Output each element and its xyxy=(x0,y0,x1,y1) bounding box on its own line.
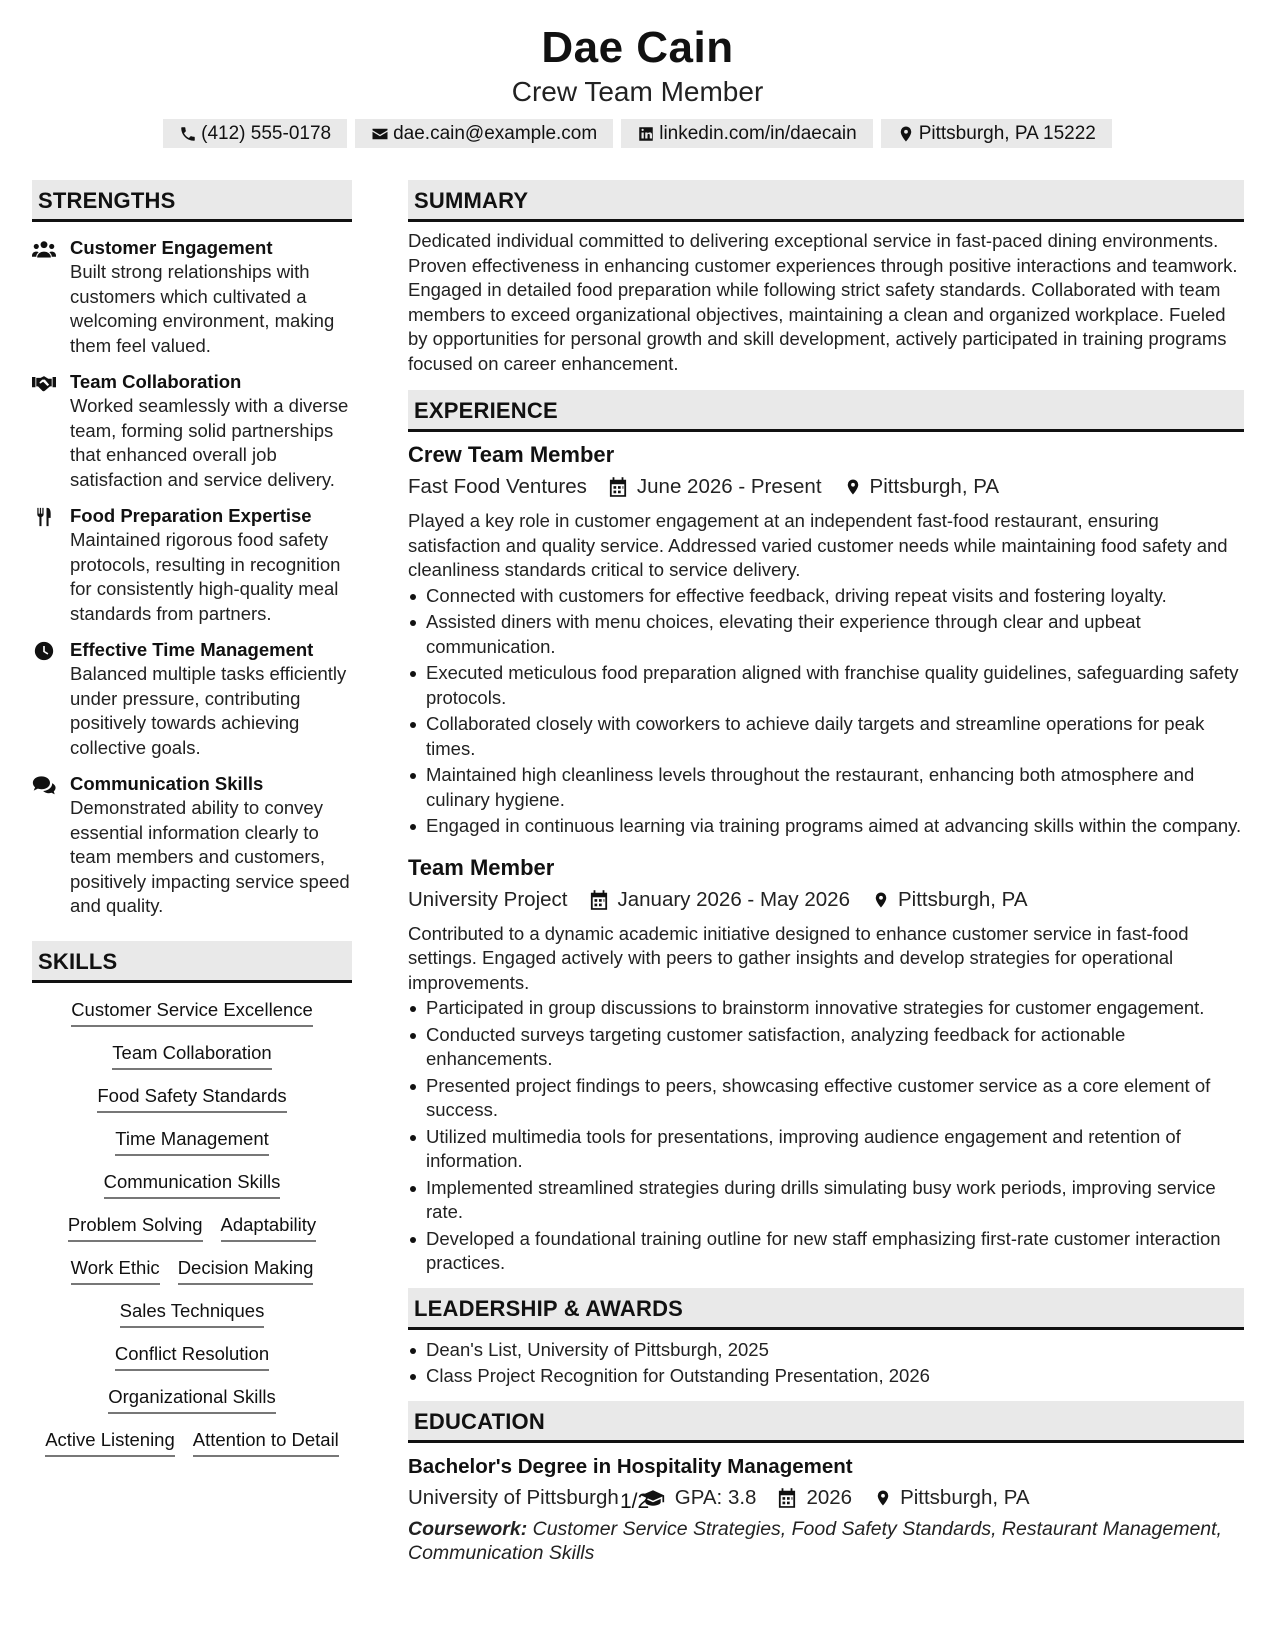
awards-heading: LEADERSHIP & AWARDS xyxy=(408,1288,1244,1330)
users-icon xyxy=(32,239,56,259)
strength-title: Food Preparation Expertise xyxy=(70,505,312,526)
calendar-icon xyxy=(609,477,627,497)
map-pin-icon xyxy=(872,890,890,910)
calendar-icon xyxy=(778,1488,796,1508)
list-item: Participated in group discussions to brainstorm innovative strategies for customer engagement. xyxy=(408,996,1244,1021)
comments-icon xyxy=(32,775,56,795)
skill-tag: Active Listening xyxy=(45,1427,175,1457)
strength-item xyxy=(32,370,352,492)
list-item: Developed a foundational training outline for new staff emphasizing first-rate customer interaction practices. xyxy=(408,1227,1244,1276)
coursework-text: Customer Service Strategies, Food Safety Standards, Restaurant Management, Communication Skills xyxy=(408,1517,1222,1564)
map-pin-icon xyxy=(874,1488,892,1508)
coursework-label: Coursework: xyxy=(408,1517,528,1540)
list-item: Dean's List, University of Pittsburgh, 2025 xyxy=(408,1338,1244,1363)
list-item: Collaborated closely with coworkers to achieve daily targets and streamline operations for peak times. xyxy=(408,712,1244,761)
skill-tag: Food Safety Standards xyxy=(97,1083,286,1113)
contact-email[interactable] xyxy=(355,119,613,148)
job-bullets xyxy=(408,584,1244,839)
candidate-name: Dae Cain xyxy=(541,23,734,72)
strengths-heading: STRENGTHS xyxy=(32,180,352,222)
coursework xyxy=(408,1517,1244,1566)
contact-email-text: dae.cain@example.com xyxy=(393,123,598,144)
phone-icon xyxy=(179,125,197,143)
job-dates: June 2026 - Present xyxy=(636,475,822,498)
strength-title: Customer Engagement xyxy=(70,237,273,258)
list-item: Executed meticulous food preparation aligned with franchise quality guidelines, safeguarding safety protocols. xyxy=(408,661,1244,710)
summary-heading: SUMMARY xyxy=(408,180,1244,222)
skill-tag: Team Collaboration xyxy=(112,1040,271,1070)
strength-title: Effective Time Management xyxy=(70,639,314,660)
contact-bar xyxy=(0,119,1275,148)
skill-tag: Decision Making xyxy=(178,1255,314,1285)
skill-tag: Conflict Resolution xyxy=(115,1341,269,1371)
job-bullets xyxy=(408,996,1244,1276)
skill-tag: Attention to Detail xyxy=(193,1427,339,1457)
calendar-icon xyxy=(590,890,608,910)
degree-title: Bachelor's Degree in Hospitality Management xyxy=(408,1454,853,1478)
contact-linkedin-text: linkedin.com/in/daecain xyxy=(659,123,857,144)
experience-heading: EXPERIENCE xyxy=(408,390,1244,432)
strength-desc: Demonstrated ability to convey essential information clearly to team members and customers, positively impacting service speed and quality. xyxy=(70,797,350,916)
strength-item xyxy=(32,236,352,358)
education-meta xyxy=(408,1483,1244,1513)
list-item: Conducted surveys targeting customer satisfaction, analyzing feedback for actionable enhancements. xyxy=(408,1023,1244,1072)
education-heading: EDUCATION xyxy=(408,1401,1244,1443)
map-pin-icon xyxy=(844,477,862,497)
strength-desc: Balanced multiple tasks efficiently under pressure, contributing positively towards achieving collective goals. xyxy=(70,663,347,758)
job-company: Fast Food Ventures xyxy=(408,475,587,498)
strength-title: Team Collaboration xyxy=(70,371,242,392)
map-pin-icon xyxy=(897,125,915,143)
contact-phone[interactable] xyxy=(163,119,347,148)
skill-tag: Adaptability xyxy=(221,1212,317,1242)
awards-list xyxy=(408,1338,1244,1389)
contact-linkedin[interactable] xyxy=(621,119,873,148)
strength-desc: Built strong relationships with customers which cultivated a welcoming environment, making them feel valued. xyxy=(70,261,335,356)
skill-tag: Problem Solving xyxy=(68,1212,203,1242)
job-meta xyxy=(408,472,1244,502)
list-item: Implemented streamlined strategies during drills simulating busy work periods, improving service rate. xyxy=(408,1176,1244,1225)
strength-item xyxy=(32,772,352,919)
skill-tag: Communication Skills xyxy=(104,1169,281,1199)
job-entry xyxy=(408,440,1244,839)
job-company: University Project xyxy=(408,887,568,911)
linkedin-icon xyxy=(637,125,655,143)
page-number: 1/2 xyxy=(620,1490,650,1513)
job-description: Contributed to a dynamic academic initiative designed to enhance customer service in fast-food settings. Engaged actively with peers to gather insights and develop strategies for operational improvements. xyxy=(408,922,1189,993)
strength-desc: Worked seamlessly with a diverse team, forming solid partnerships that enhanced overall job satisfaction and service delivery. xyxy=(70,395,349,490)
education-location: Pittsburgh, PA xyxy=(900,1485,1030,1509)
contact-location-text: Pittsburgh, PA 15222 xyxy=(918,123,1096,144)
candidate-title: Crew Team Member xyxy=(511,76,764,107)
list-item: Class Project Recognition for Outstanding Presentation, 2026 xyxy=(408,1364,1244,1389)
left-column xyxy=(32,180,352,1470)
handshake-icon xyxy=(32,373,56,393)
skills-heading: SKILLS xyxy=(32,941,352,983)
skill-tag: Customer Service Excellence xyxy=(71,997,313,1027)
skills-list xyxy=(32,997,352,1457)
job-location: Pittsburgh, PA xyxy=(869,475,1000,498)
strength-desc: Maintained rigorous food safety protocols, resulting in recognition for consistently high-quality meal standards from partners. xyxy=(70,529,341,624)
job-dates: January 2026 - May 2026 xyxy=(617,887,850,911)
skill-tag: Sales Techniques xyxy=(120,1298,265,1328)
strength-title: Communication Skills xyxy=(70,773,264,794)
list-item: Presented project findings to peers, showcasing effective customer service as a core element of success. xyxy=(408,1074,1244,1123)
utensils-icon xyxy=(32,507,56,527)
graduation-year: 2026 xyxy=(806,1485,853,1509)
school-name: University of Pittsburgh xyxy=(408,1485,619,1509)
strength-item xyxy=(32,638,352,760)
list-item: Maintained high cleanliness levels throughout the restaurant, enhancing both atmosphere and culinary hygiene. xyxy=(408,763,1244,812)
skill-tag: Time Management xyxy=(115,1126,269,1156)
job-title: Team Member xyxy=(408,854,555,880)
gpa: GPA: 3.8 xyxy=(674,1485,757,1509)
list-item: Utilized multimedia tools for presentations, improving audience engagement and retention of information. xyxy=(408,1125,1244,1174)
list-item: Assisted diners with menu choices, elevating their experience through clear and upbeat communication. xyxy=(408,610,1244,659)
job-location: Pittsburgh, PA xyxy=(897,887,1028,911)
contact-phone-text: (412) 555-0178 xyxy=(201,123,332,144)
strength-item xyxy=(32,504,352,626)
job-title: Crew Team Member xyxy=(408,442,615,467)
envelope-icon xyxy=(371,125,389,143)
skill-tag: Work Ethic xyxy=(71,1255,160,1285)
summary-text: Dedicated individual committed to delivering exceptional service in fast-paced dining environments. Proven effectiveness in enhancing customer experiences through positive interactions and teamwork. Engaged in detailed food preparation while following strict safety standards. Collaborated with team members to exceed organizational objectives, maintaining a clean and organized workplace. Fueled by opportunities for personal growth and skill development, actively participated in training programs focused on career enhancement. xyxy=(408,230,1238,374)
clock-icon xyxy=(32,641,56,661)
job-description: Played a key role in customer engagement at an independent fast-food restaurant, ensuring satisfaction and quality service. Addressed varied customer needs while maintaining food safety and cleanliness standards critical to service delivery. xyxy=(408,510,1228,580)
skill-tag: Organizational Skills xyxy=(108,1384,276,1414)
job-entry xyxy=(408,853,1244,1276)
job-meta xyxy=(408,885,1244,915)
contact-location xyxy=(881,119,1112,148)
right-column xyxy=(408,180,1244,1566)
list-item: Engaged in continuous learning via training programs aimed at advancing skills within the company. xyxy=(408,814,1244,839)
resume-header xyxy=(0,22,1275,148)
list-item: Connected with customers for effective feedback, driving repeat visits and fostering loyalty. xyxy=(408,584,1244,609)
